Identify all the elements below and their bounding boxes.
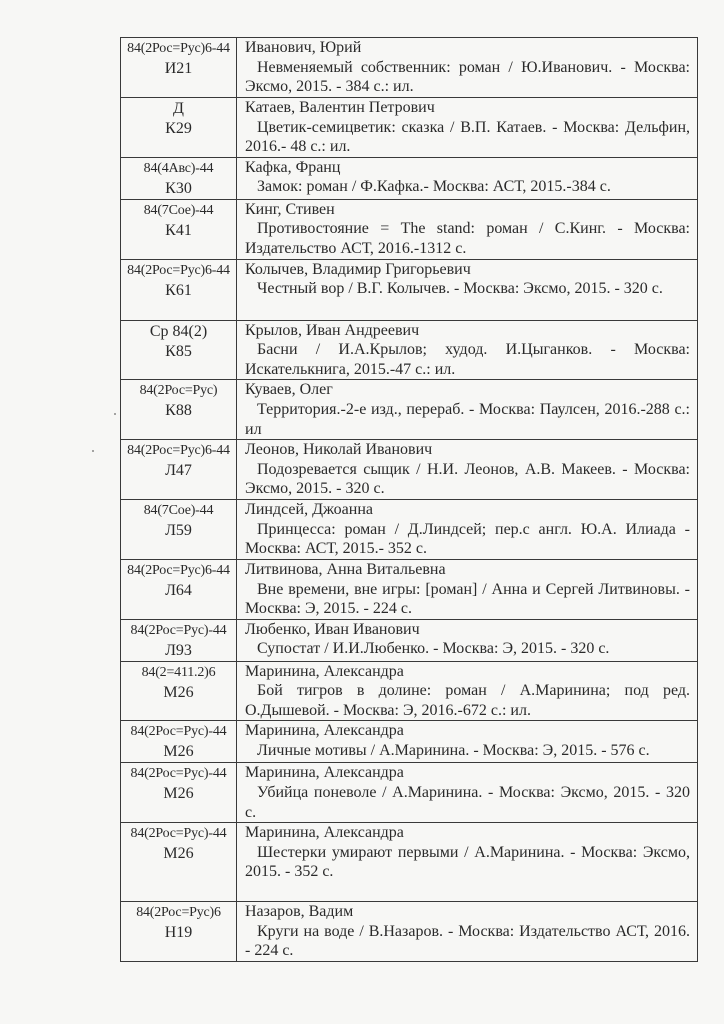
classification-code: 84(2Рос=Рус)6-44 bbox=[127, 562, 230, 578]
author-mark: К41 bbox=[165, 221, 192, 239]
book-description: Круги на воде / В.Назаров. - Москва: Издательство АСТ, 2016. - 224 с. bbox=[245, 922, 690, 960]
book-description: Супостат / И.И.Любенко. - Москва: Э, 2015. - 320 с. bbox=[257, 640, 610, 658]
classification-cell bbox=[121, 619, 237, 661]
author-name: Катаев, Валентин Петрович bbox=[245, 99, 435, 116]
book-description: Цветик-семицветик: сказка / В.П. Катаев. - Москва: Дельфин, 2016.- 48 с.: ил. bbox=[245, 118, 690, 156]
author-mark: Н19 bbox=[164, 924, 193, 942]
book-description: Принцесса: роман / Д.Линдсей; пер.с англ. Ю.А. Илиада - Москва: АСТ, 2015.- 352 с. bbox=[245, 520, 690, 558]
classification-cell bbox=[121, 721, 237, 763]
author-mark: К88 bbox=[165, 402, 192, 420]
description-cell bbox=[237, 380, 698, 440]
classification-cell bbox=[121, 440, 237, 500]
description-cell bbox=[237, 619, 698, 661]
author-name: Линдсей, Джоанна bbox=[245, 501, 373, 519]
classification-cell bbox=[121, 902, 237, 962]
book-description: Басни / И.А.Крылов; худод. И.Цыганков. - Москва: Искателькнига, 2015.-47 с.: ил. bbox=[245, 341, 690, 378]
author-name: Маринина, Александра bbox=[245, 662, 404, 680]
catalog-row bbox=[121, 380, 698, 440]
classification-cell bbox=[121, 98, 237, 158]
catalog-row bbox=[121, 559, 698, 619]
description-cell bbox=[237, 559, 698, 619]
description-cell bbox=[237, 661, 698, 721]
description-cell bbox=[237, 38, 698, 98]
catalog-row bbox=[121, 661, 698, 721]
classification-cell bbox=[121, 157, 237, 199]
author-mark: М26 bbox=[163, 743, 194, 761]
catalog-row bbox=[121, 721, 698, 763]
classification-code: 84(2Рос=Рус)-44 bbox=[130, 766, 227, 782]
author-mark: Л59 bbox=[165, 522, 192, 540]
classification-cell bbox=[121, 199, 237, 259]
description-cell bbox=[237, 440, 698, 500]
classification-code: 84(2Рос=Рус)-44 bbox=[130, 826, 227, 842]
classification-cell bbox=[121, 823, 237, 902]
author-name: Иванович, Юрий bbox=[245, 39, 362, 56]
author-mark: К85 bbox=[165, 342, 192, 360]
classification-code: 84(2Рос=Рус) bbox=[139, 383, 218, 399]
catalog-row bbox=[121, 440, 698, 500]
author-name: Леонов, Николай Иванович bbox=[245, 441, 433, 459]
author-name: Крылов, Иван Андреевич bbox=[245, 321, 420, 339]
catalog-row bbox=[121, 619, 698, 661]
description-cell bbox=[237, 320, 698, 380]
description-cell bbox=[237, 199, 698, 259]
author-name: Маринина, Александра bbox=[245, 824, 404, 842]
description-cell bbox=[237, 98, 698, 158]
author-mark: М26 bbox=[163, 683, 194, 701]
catalog-row bbox=[121, 98, 698, 158]
scan-speck bbox=[114, 413, 116, 415]
classification-cell bbox=[121, 559, 237, 619]
classification-code: 84(2Рос=Рус)-44 bbox=[130, 724, 227, 740]
classification-code: 84(7Сое)-44 bbox=[143, 503, 214, 519]
book-description: Невменяемый собственник: роман / Ю.Иванович. - Москва: Эксмо, 2015. - 384 с.: ил. bbox=[245, 58, 690, 96]
catalog-row bbox=[121, 199, 698, 259]
classification-cell bbox=[121, 661, 237, 721]
author-mark: М26 bbox=[163, 785, 194, 803]
author-name: Маринина, Александра bbox=[245, 722, 404, 740]
catalog-row bbox=[121, 157, 698, 199]
author-mark: И21 bbox=[164, 60, 193, 77]
classification-code: 84(2Рос=Рус)6-44 bbox=[127, 443, 230, 459]
author-name: Кинг, Стивен bbox=[245, 200, 335, 218]
book-description: Территория.-2-е изд., перераб. - Москва: Паулсен, 2016.-288 с.: ил bbox=[245, 400, 690, 438]
book-description: Вне времени, вне игры: [роман] / Анна и Сергей Литвиновы. - Москва: Э, 2015. - 224 с. bbox=[245, 580, 690, 618]
classification-code: 84(2Рос=Рус)6 bbox=[136, 905, 221, 921]
book-description: Честный вор / В.Г. Колычев. - Москва: Эксмо, 2015. - 320 с. bbox=[257, 280, 663, 298]
scan-speck bbox=[92, 450, 94, 452]
description-cell bbox=[237, 763, 698, 823]
author-name: Маринина, Александра bbox=[245, 764, 404, 782]
description-cell bbox=[237, 823, 698, 902]
book-description: Подозревается сыщик / Н.И. Леонов, А.В. Макеев. - Москва: Эксмо, 2015. - 320 с. bbox=[245, 460, 690, 498]
classification-cell bbox=[121, 38, 237, 98]
catalog-row bbox=[121, 763, 698, 823]
classification-cell bbox=[121, 763, 237, 823]
author-name: Кафка, Франц bbox=[245, 158, 341, 176]
classification-code: Ср 84(2) bbox=[149, 322, 208, 340]
description-cell bbox=[237, 500, 698, 560]
catalog-row bbox=[121, 500, 698, 560]
classification-cell bbox=[121, 320, 237, 380]
catalog-row bbox=[121, 38, 698, 98]
book-description: Шестерки умирают первыми / А.Маринина. - Москва: Эксмо, 2015. - 352 с. bbox=[245, 843, 690, 881]
author-name: Литвинова, Анна Витальевна bbox=[245, 560, 446, 578]
author-mark: К61 bbox=[165, 281, 192, 299]
classification-code: 84(2=411.2)6 bbox=[141, 664, 216, 680]
author-name: Назаров, Вадим bbox=[245, 903, 354, 921]
catalog-row bbox=[121, 259, 698, 320]
catalog-row bbox=[121, 823, 698, 902]
catalog-table bbox=[120, 37, 698, 962]
author-mark: М26 bbox=[163, 845, 194, 863]
description-cell bbox=[237, 157, 698, 199]
description-cell bbox=[237, 259, 698, 320]
author-name: Любенко, Иван Иванович bbox=[245, 620, 420, 638]
classification-code: 84(2Рос=Рус)6-44 bbox=[127, 41, 230, 56]
author-mark: Л64 bbox=[165, 581, 192, 599]
book-description: Замок: роман / Ф.Кафка.- Москва: АСТ, 2015.-384 с. bbox=[257, 178, 611, 196]
classification-code: 84(7Сое)-44 bbox=[143, 202, 214, 218]
book-description: Противостояние = The stand: роман / С.Кинг. - Москва: Издательство АСТ, 2016.-1312 с. bbox=[245, 220, 690, 257]
author-mark: Л47 bbox=[165, 462, 192, 480]
book-description: Личные мотивы / А.Маринина. - Москва: Э, 2015. - 576 с. bbox=[257, 742, 650, 760]
description-cell bbox=[237, 902, 698, 962]
catalog-row bbox=[121, 320, 698, 380]
book-description: Бой тигров в долине: роман / А.Маринина; под ред. О.Дышевой. - Москва: Э, 2016.-672 с.: ил. bbox=[245, 682, 690, 719]
author-mark: К30 bbox=[165, 179, 192, 197]
classification-code: 84(2Рос=Рус)6-44 bbox=[127, 262, 230, 278]
classification-cell bbox=[121, 380, 237, 440]
author-name: Колычев, Владимир Григорьевич bbox=[245, 260, 471, 278]
description-cell bbox=[237, 721, 698, 763]
classification-cell bbox=[121, 500, 237, 560]
author-mark: Л93 bbox=[165, 641, 192, 659]
classification-cell bbox=[121, 259, 237, 320]
book-description: Убийца поневоле / А.Маринина. - Москва: Эксмо, 2015. - 320 с. bbox=[245, 784, 690, 821]
author-mark: К29 bbox=[165, 120, 192, 137]
classification-code: 84(4Авс)-44 bbox=[143, 160, 214, 176]
classification-code: Д bbox=[173, 100, 184, 117]
catalog-row bbox=[121, 902, 698, 962]
author-name: Куваев, Олег bbox=[245, 381, 333, 399]
classification-code: 84(2Рос=Рус)-44 bbox=[130, 622, 227, 638]
